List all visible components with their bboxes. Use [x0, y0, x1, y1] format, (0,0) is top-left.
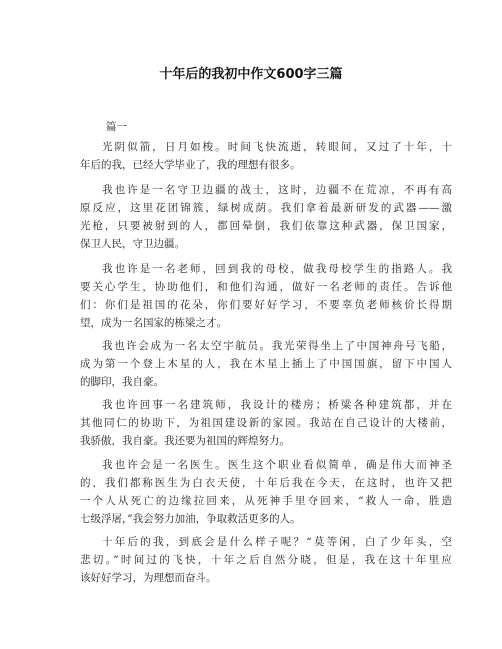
paragraph-line: 十年后的我，到底会是什么样子呢？“莫等闲，白了少年头，空 — [102, 536, 452, 548]
paragraph-line: 光枪，只要被射到的人，都回晕倒，我们依靠这种武器，保卫国家， — [80, 220, 452, 232]
paragraph-line: 原反应，这里花团锦簇，绿树成荫。我们拿着最新研发的武器——激 — [80, 202, 452, 214]
paragraph-line: 悲切。”时间过的飞快，十年之后自然分晓，但是，我在这十年里应 — [80, 554, 452, 566]
paragraph-line: 其他同仁的协助下，为祖国建设新的家园。我站在自己设计的大楼前， — [80, 417, 452, 429]
paragraph-line: 望，成为一名国家的栋梁之才。 — [80, 317, 227, 329]
paragraph-line: 我也许是一名老师，回到我的母校，做我母校学生的指路人。我 — [102, 263, 452, 275]
paragraph-line: 我骄傲，我自豪。我还要为祖国的辉煌努力。 — [80, 435, 290, 447]
paragraph-line: 该好好学习，为理想而奋斗。 — [80, 572, 217, 584]
paragraph-4 — [80, 337, 452, 391]
paragraph-1 — [80, 138, 452, 174]
paragraph-2 — [80, 181, 452, 253]
paragraph-line: 我也许会成为一名太空宇航员。我光荣得坐上了中国神舟号飞船， — [102, 340, 452, 352]
paragraph-line: 我也许会是一名医生。医生这个职业看似简单，确是伟大而神圣 — [102, 459, 452, 471]
paragraph-line: 光阴似箭，日月如梭。时间飞快流逝，转眼间，又过了十年，十 — [102, 141, 452, 153]
paragraph-5 — [80, 396, 452, 450]
paragraph-7 — [80, 533, 452, 587]
paragraph-line: 的脚印，我自豪。 — [80, 376, 164, 388]
paragraph-line: 的，我们都称医生为白衣天使，十年后我在今天，在这时，也许又把 — [80, 477, 452, 489]
section-heading: 篇一 — [106, 121, 127, 133]
paragraph-6 — [80, 456, 452, 528]
paragraph-line: 我也许回事一名建筑师，我设计的楼房；桥梁各种建筑都，并在 — [102, 399, 452, 411]
page-title: 十年后的我初中作文600字三篇 — [159, 67, 343, 82]
paragraph-line: 一个人从死亡的边缘拉回来，从死神手里夺回来，“救人一命，胜造 — [80, 495, 452, 507]
paragraph-line: 要关心学生，协助他们，和他们沟通，做好一名老师的责任。告诉他 — [80, 281, 452, 293]
paragraph-line: 我也许是一名守卫边疆的战士，这时，边疆不在荒凉，不再有高 — [102, 184, 452, 196]
paragraph-line: 年后的我，已经大学毕业了，我的理想有很多。 — [80, 159, 301, 171]
paragraph-line: 们：你们是祖国的花朵，你们要好好学习，不要辜负老师核价长得期 — [80, 299, 452, 311]
paragraph-line: 七级浮屠，”我会努力加油，争取救活更多的人。 — [80, 513, 301, 525]
paragraph-line: 保卫人民，守卫边疆。 — [80, 238, 185, 250]
paragraph-3 — [80, 260, 452, 332]
paragraph-line: 成为第一个登上木星的人，我在木星上插上了中国国旗，留下中国人 — [80, 358, 452, 370]
